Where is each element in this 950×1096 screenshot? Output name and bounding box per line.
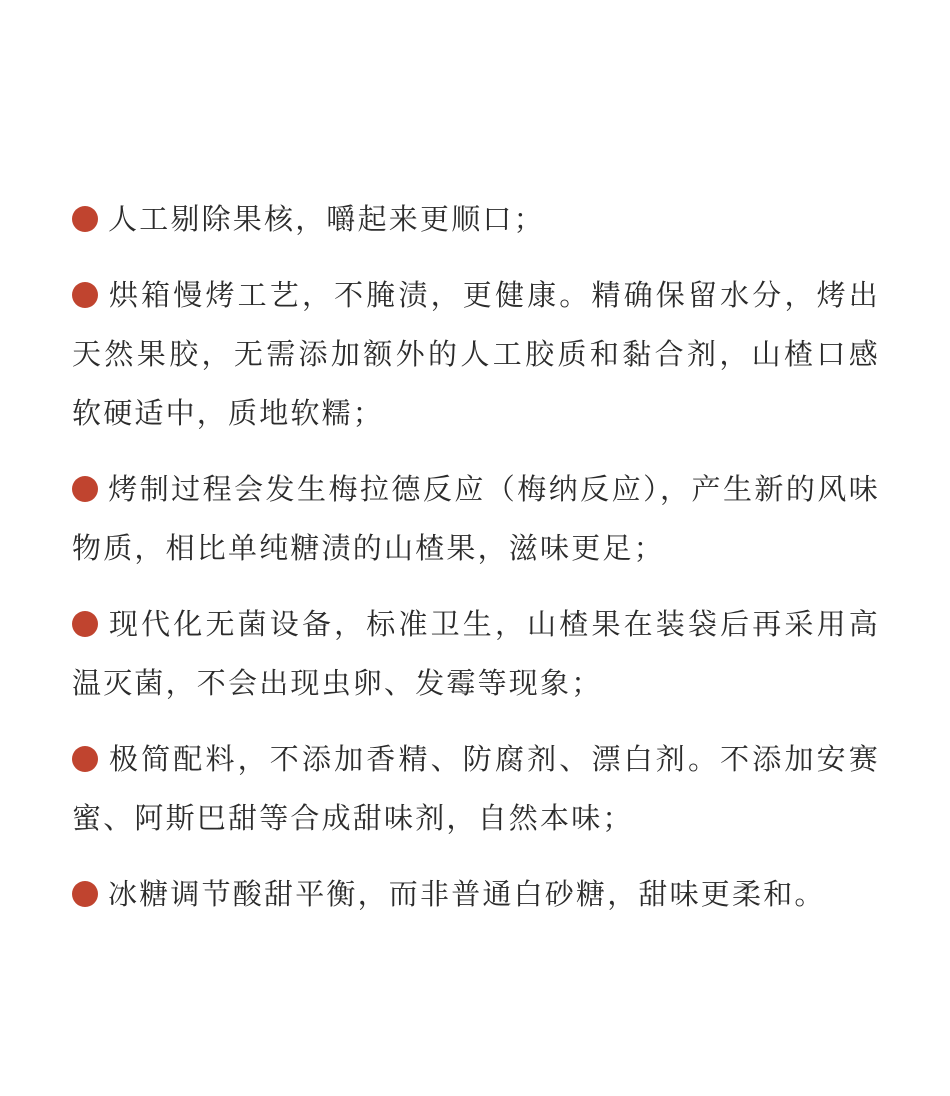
list-item	[72, 595, 880, 713]
list-item	[72, 730, 880, 848]
red-dot-bullet-icon	[72, 206, 98, 232]
item-text: 烤制过程会发生梅拉德反应（梅纳反应），产生新的风味物质，相比单纯糖渍的山楂果，滋味更足；	[72, 472, 880, 565]
red-dot-bullet-icon	[72, 611, 98, 637]
list-item	[72, 460, 880, 578]
list-item	[72, 190, 880, 249]
item-text: 极简配料，不添加香精、防腐剂、漂白剂。不添加安赛蜜、阿斯巴甜等合成甜味剂，自然本味；	[72, 742, 880, 835]
red-dot-bullet-icon	[72, 476, 98, 502]
list-item	[72, 266, 880, 443]
feature-list	[72, 190, 880, 941]
item-text: 烘箱慢烤工艺，不腌渍，更健康。精确保留水分，烤出天然果胶，无需添加额外的人工胶质和黏合剂，山楂口感软硬适中，质地软糯；	[72, 278, 880, 430]
red-dot-bullet-icon	[72, 881, 98, 907]
red-dot-bullet-icon	[72, 282, 98, 308]
item-text: 人工剔除果核，嚼起来更顺口；	[108, 202, 545, 236]
item-text: 冰糖调节酸甜平衡，而非普通白砂糖，甜味更柔和。	[108, 877, 826, 911]
list-item	[72, 865, 880, 924]
item-text: 现代化无菌设备，标准卫生，山楂果在装袋后再采用高温灭菌，不会出现虫卵、发霉等现象；	[72, 607, 880, 700]
red-dot-bullet-icon	[72, 746, 98, 772]
